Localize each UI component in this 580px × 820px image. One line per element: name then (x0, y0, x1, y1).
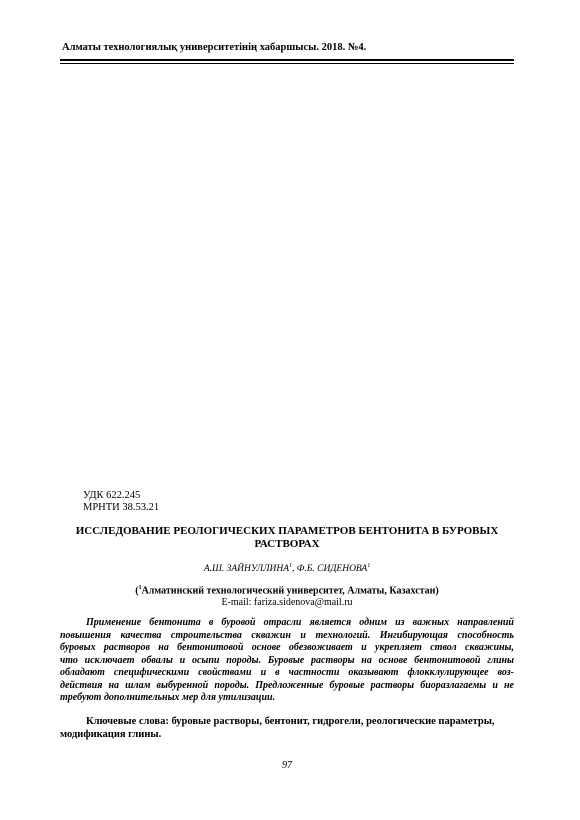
abstract-line: буровых растворов на бентонитовой основе обезвоживает и укрепляет ствол скважины, (60, 642, 514, 653)
keywords (60, 715, 514, 741)
mrnti-code: МРНТИ 38.53.21 (83, 502, 160, 513)
abstract-line: требуют дополнительных мер для утилизации. (60, 692, 276, 703)
affiliation-open-paren: ( (135, 585, 139, 597)
title-line: ИССЛЕДОВАНИЕ РЕОЛОГИЧЕСКИХ ПАРАМЕТРОВ БЕНТОНИТА В БУРОВЫХ (75, 525, 499, 537)
abstract-line: действия на шлам выбуренной породы. Предложенные буровые растворы биоразлагаемы и не (60, 679, 514, 691)
header-rule-thick (60, 59, 514, 61)
abstract-line: обладают специфическими свойствами и в частности оказывают флокклулирующее воз- (60, 667, 514, 678)
author-name: А.Ш. ЗАЙНУЛЛИНА (203, 564, 290, 575)
authors (60, 563, 514, 574)
header-rule-thin (60, 63, 514, 64)
affiliation-text: Алматинский технологический университет, Алматы, Казахстан) (141, 585, 439, 597)
author-affiliation-mark: 1 (367, 563, 371, 569)
abstract-line: Применение бентонита в буровой отрасли является одним из важных направлений (86, 617, 514, 628)
abstract-line: что исключает обвалы и осыпи породы. Буровые растворы на основе бентонитовой глины (60, 654, 514, 666)
author-name: Ф.Б. СИДЕНОВА (296, 564, 368, 575)
affiliation (60, 585, 514, 596)
article-title (60, 525, 514, 551)
abstract-line: повышения качества строительства скважин и технологий. Ингибирующая способность (60, 629, 514, 641)
title-line: РАСТВОРАХ (254, 538, 320, 550)
journal-header: Алматы технологиялық университетінің хабаршысы. 2018. №4. (62, 42, 367, 53)
page-number: 97 (282, 760, 292, 771)
udk-code: УДК 622.245 (83, 490, 141, 501)
keywords-line: Ключевые слова: буровые растворы, бентонит, гидрогели, реологические параметры, (86, 716, 495, 727)
classification-codes (83, 490, 159, 514)
author-affiliation-mark: 1 (289, 563, 293, 569)
affiliation-mark: 1 (138, 585, 142, 591)
author-separator: , (292, 564, 297, 575)
abstract (60, 617, 514, 705)
keywords-line: модификация глины. (60, 729, 162, 740)
author-email: E-mail: fariza.sidenova@mail.ru (221, 597, 353, 608)
